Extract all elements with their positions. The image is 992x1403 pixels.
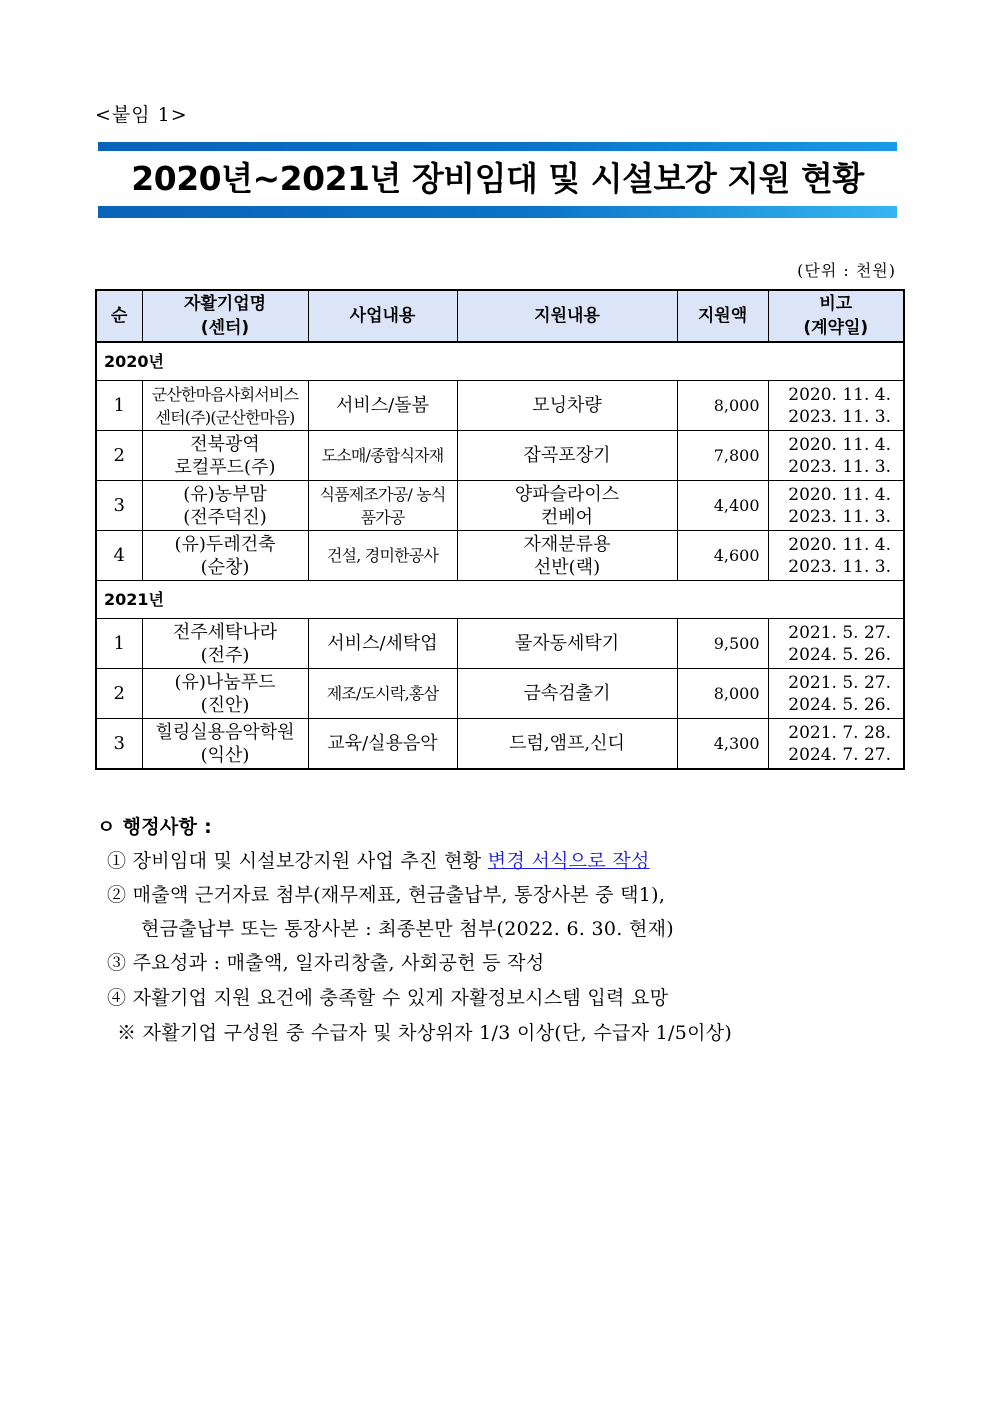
- date-line: 2023. 11. 3.: [788, 406, 891, 427]
- cell-dates: [768, 381, 904, 431]
- cell-no: 4: [96, 531, 142, 581]
- cell-company: [142, 481, 308, 531]
- company-line: (전주덕진): [183, 506, 267, 528]
- header-note-line1: 비고: [819, 294, 853, 314]
- company-line: 군산한마음사회서비스: [151, 384, 299, 404]
- header-support: 지원내용: [457, 290, 677, 342]
- table-row: [96, 719, 904, 770]
- support-line: 물자동세탁기: [514, 633, 620, 654]
- table-row: [96, 619, 904, 669]
- notes-remark: ※ 자활기업 구성원 중 수급자 및 차상위자 1/3 이상(단, 수급자 1/5이상): [117, 1022, 733, 1044]
- support-line: 컨베어: [540, 506, 594, 528]
- company-line: (유)두레건축: [174, 533, 276, 555]
- notes-item-1: [107, 846, 650, 873]
- cell-support: [457, 481, 677, 531]
- cell-business: [308, 531, 457, 581]
- table-row: [96, 381, 904, 431]
- cell-dates: [768, 719, 904, 770]
- cell-support: [457, 531, 677, 581]
- company-line: (진안): [200, 694, 250, 716]
- business-text: 제조/도시락,홍삼: [326, 684, 439, 703]
- year-group-row: [96, 581, 904, 619]
- cell-company: [142, 381, 308, 431]
- company-line: (순창): [200, 556, 250, 578]
- cell-amount: 8,000: [677, 669, 768, 719]
- cell-company: [142, 619, 308, 669]
- change-form-link[interactable]: 변경 서식으로 작성: [487, 850, 650, 872]
- cell-business: [308, 481, 457, 531]
- cell-company: [142, 719, 308, 770]
- table-body: [96, 342, 904, 769]
- header-note: [768, 290, 904, 342]
- support-line: 양파슬라이스: [514, 483, 620, 505]
- date-line: 2020. 11. 4.: [788, 484, 891, 505]
- title-top-bar: [98, 142, 897, 151]
- cell-business: [308, 619, 457, 669]
- notes-item-4: ④ 자활기업 지원 요건에 충족할 수 있게 자활정보시스템 입력 요망: [107, 987, 669, 1009]
- header-amount: 지원액: [677, 290, 768, 342]
- table-row: [96, 531, 904, 581]
- support-line: 잡곡포장기: [523, 445, 611, 466]
- header-company-line1: 자활기업명: [183, 294, 267, 314]
- business-text: 건설, 경미한공사: [326, 546, 439, 565]
- header-business: 사업내용: [308, 290, 457, 342]
- date-line: 2024. 7. 27.: [788, 744, 891, 765]
- header-company-line2: (센터): [200, 318, 250, 338]
- cell-no: 1: [96, 619, 142, 669]
- cell-dates: [768, 531, 904, 581]
- cell-support: [457, 381, 677, 431]
- cell-dates: [768, 619, 904, 669]
- cell-no: 3: [96, 719, 142, 770]
- business-text: 서비스/세탁업: [327, 633, 438, 654]
- cell-business: [308, 669, 457, 719]
- date-line: 2020. 11. 4.: [788, 434, 891, 455]
- year-label: 2021년: [96, 581, 904, 619]
- attachment-label: <붙임 1>: [95, 104, 188, 126]
- cell-support: [457, 431, 677, 481]
- date-line: 2024. 5. 26.: [788, 694, 891, 715]
- cell-support: [457, 669, 677, 719]
- business-text: 서비스/돌봄: [335, 395, 429, 416]
- cell-support: [457, 619, 677, 669]
- header-note-line2: (계약일): [803, 318, 869, 338]
- year-label: 2020년: [96, 342, 904, 381]
- cell-amount: 4,300: [677, 719, 768, 770]
- cell-company: [142, 431, 308, 481]
- cell-dates: [768, 481, 904, 531]
- date-line: 2021. 5. 27.: [788, 672, 891, 693]
- unit-label: (단위 : 천원): [797, 261, 896, 280]
- cell-amount: 4,400: [677, 481, 768, 531]
- company-line: 전북광역: [190, 433, 260, 455]
- cell-business: [308, 719, 457, 770]
- support-line: 자재분류용: [523, 533, 611, 555]
- date-line: 2023. 11. 3.: [788, 556, 891, 577]
- date-line: 2024. 5. 26.: [788, 644, 891, 665]
- company-line: 전주세탁나라: [172, 621, 278, 643]
- cell-support: [457, 719, 677, 770]
- notes-item-2: ② 매출액 근거자료 첨부(재무제표, 현금출납부, 통장사본 중 택1),: [107, 884, 666, 906]
- cell-no: 2: [96, 431, 142, 481]
- notes-item-3: ③ 주요성과 : 매출액, 일자리창출, 사회공헌 등 작성: [107, 952, 545, 974]
- date-line: 2020. 11. 4.: [788, 384, 891, 405]
- notes-item-2-cont: 현금출납부 또는 통장사본 : 최종본만 첨부(2022. 6. 30. 현재): [141, 918, 675, 940]
- cell-business: [308, 381, 457, 431]
- cell-company: [142, 669, 308, 719]
- company-line: (전주): [200, 644, 250, 666]
- cell-no: 1: [96, 381, 142, 431]
- date-line: 2021. 5. 27.: [788, 622, 891, 643]
- company-line: (유)농부맘: [183, 483, 267, 505]
- cell-amount: 7,800: [677, 431, 768, 481]
- notes-heading: ㅇ 행정사항 :: [97, 816, 212, 838]
- support-line: 모닝차량: [532, 395, 602, 416]
- cell-company: [142, 531, 308, 581]
- cell-no: 3: [96, 481, 142, 531]
- cell-business: [308, 431, 457, 481]
- table-row: [96, 669, 904, 719]
- page-title: 2020년~2021년 장비임대 및 시설보강 지원 현황: [131, 159, 864, 198]
- date-line: 2023. 11. 3.: [788, 506, 891, 527]
- cell-dates: [768, 431, 904, 481]
- support-line: 드럼,앰프,신디: [509, 733, 625, 754]
- date-line: 2021. 7. 28.: [788, 722, 891, 743]
- year-group-row: [96, 342, 904, 381]
- company-line: 센터(주)(군산한마음): [155, 407, 295, 427]
- table-row: [96, 481, 904, 531]
- cell-amount: 9,500: [677, 619, 768, 669]
- date-line: 2020. 11. 4.: [788, 534, 891, 555]
- company-line: 로컬푸드(주): [174, 456, 276, 478]
- header-company: [142, 290, 308, 342]
- business-text: 식품제조가공/ 농식품가공: [319, 484, 446, 527]
- business-text: 교육/실용음악: [327, 733, 438, 754]
- company-line: (익산): [200, 744, 250, 766]
- cell-amount: 4,600: [677, 531, 768, 581]
- title-bottom-bar: [98, 206, 897, 218]
- date-line: 2023. 11. 3.: [788, 456, 891, 477]
- cell-amount: 8,000: [677, 381, 768, 431]
- cell-dates: [768, 669, 904, 719]
- support-status-table: [95, 289, 905, 770]
- header-no: 순: [96, 290, 142, 342]
- support-line: 선반(랙): [533, 556, 601, 578]
- company-line: (유)나눔푸드: [174, 671, 276, 693]
- support-line: 금속검출기: [523, 683, 611, 704]
- notes-item-1-text: ① 장비임대 및 시설보강지원 사업 추진 현황: [107, 850, 488, 872]
- cell-no: 2: [96, 669, 142, 719]
- table-header-row: [96, 290, 904, 342]
- table-row: [96, 431, 904, 481]
- company-line: 힐링실용음악학원: [155, 721, 295, 743]
- business-text: 도소매/종합식자재: [321, 446, 444, 465]
